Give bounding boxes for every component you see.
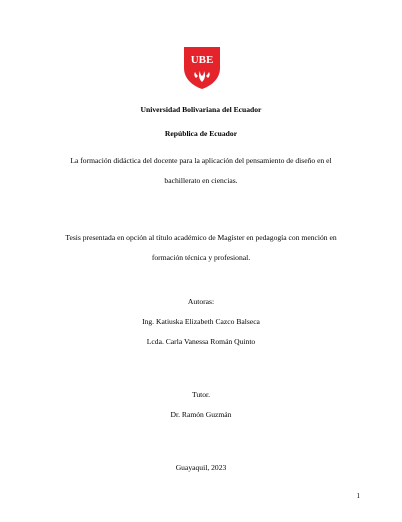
tutor-label: Tutor. — [191, 390, 211, 399]
page-number: 1 — [356, 492, 360, 500]
tutor-name: Dr. Ramón Guzmán — [170, 410, 232, 419]
ube-shield-logo-icon — [184, 47, 220, 89]
thesis-title-line-2: bachillerato en ciencias. — [164, 176, 238, 185]
university-name: Universidad Bolivariana del Ecuador — [140, 105, 262, 114]
place-date: Guayaquil, 2023 — [175, 463, 227, 472]
degree-statement-line-1: Tesis presentada en opción al título académico de Magíster en pedagogía con mención en — [65, 233, 337, 242]
thesis-title-line-1: La formación didáctica del docente para la aplicación del pensamiento de diseño en el — [70, 156, 332, 165]
degree-statement-line-2: formación técnica y profesional. — [151, 253, 251, 262]
logo-text: UBE — [190, 54, 214, 66]
author-name-2: Lcda. Carla Vanessa Román Quinto — [146, 337, 256, 346]
country-name: República de Ecuador — [164, 129, 238, 138]
author-name-1: Ing. Katiuska Elizabeth Cazco Balseca — [142, 317, 260, 326]
authors-label: Autoras: — [187, 297, 215, 306]
